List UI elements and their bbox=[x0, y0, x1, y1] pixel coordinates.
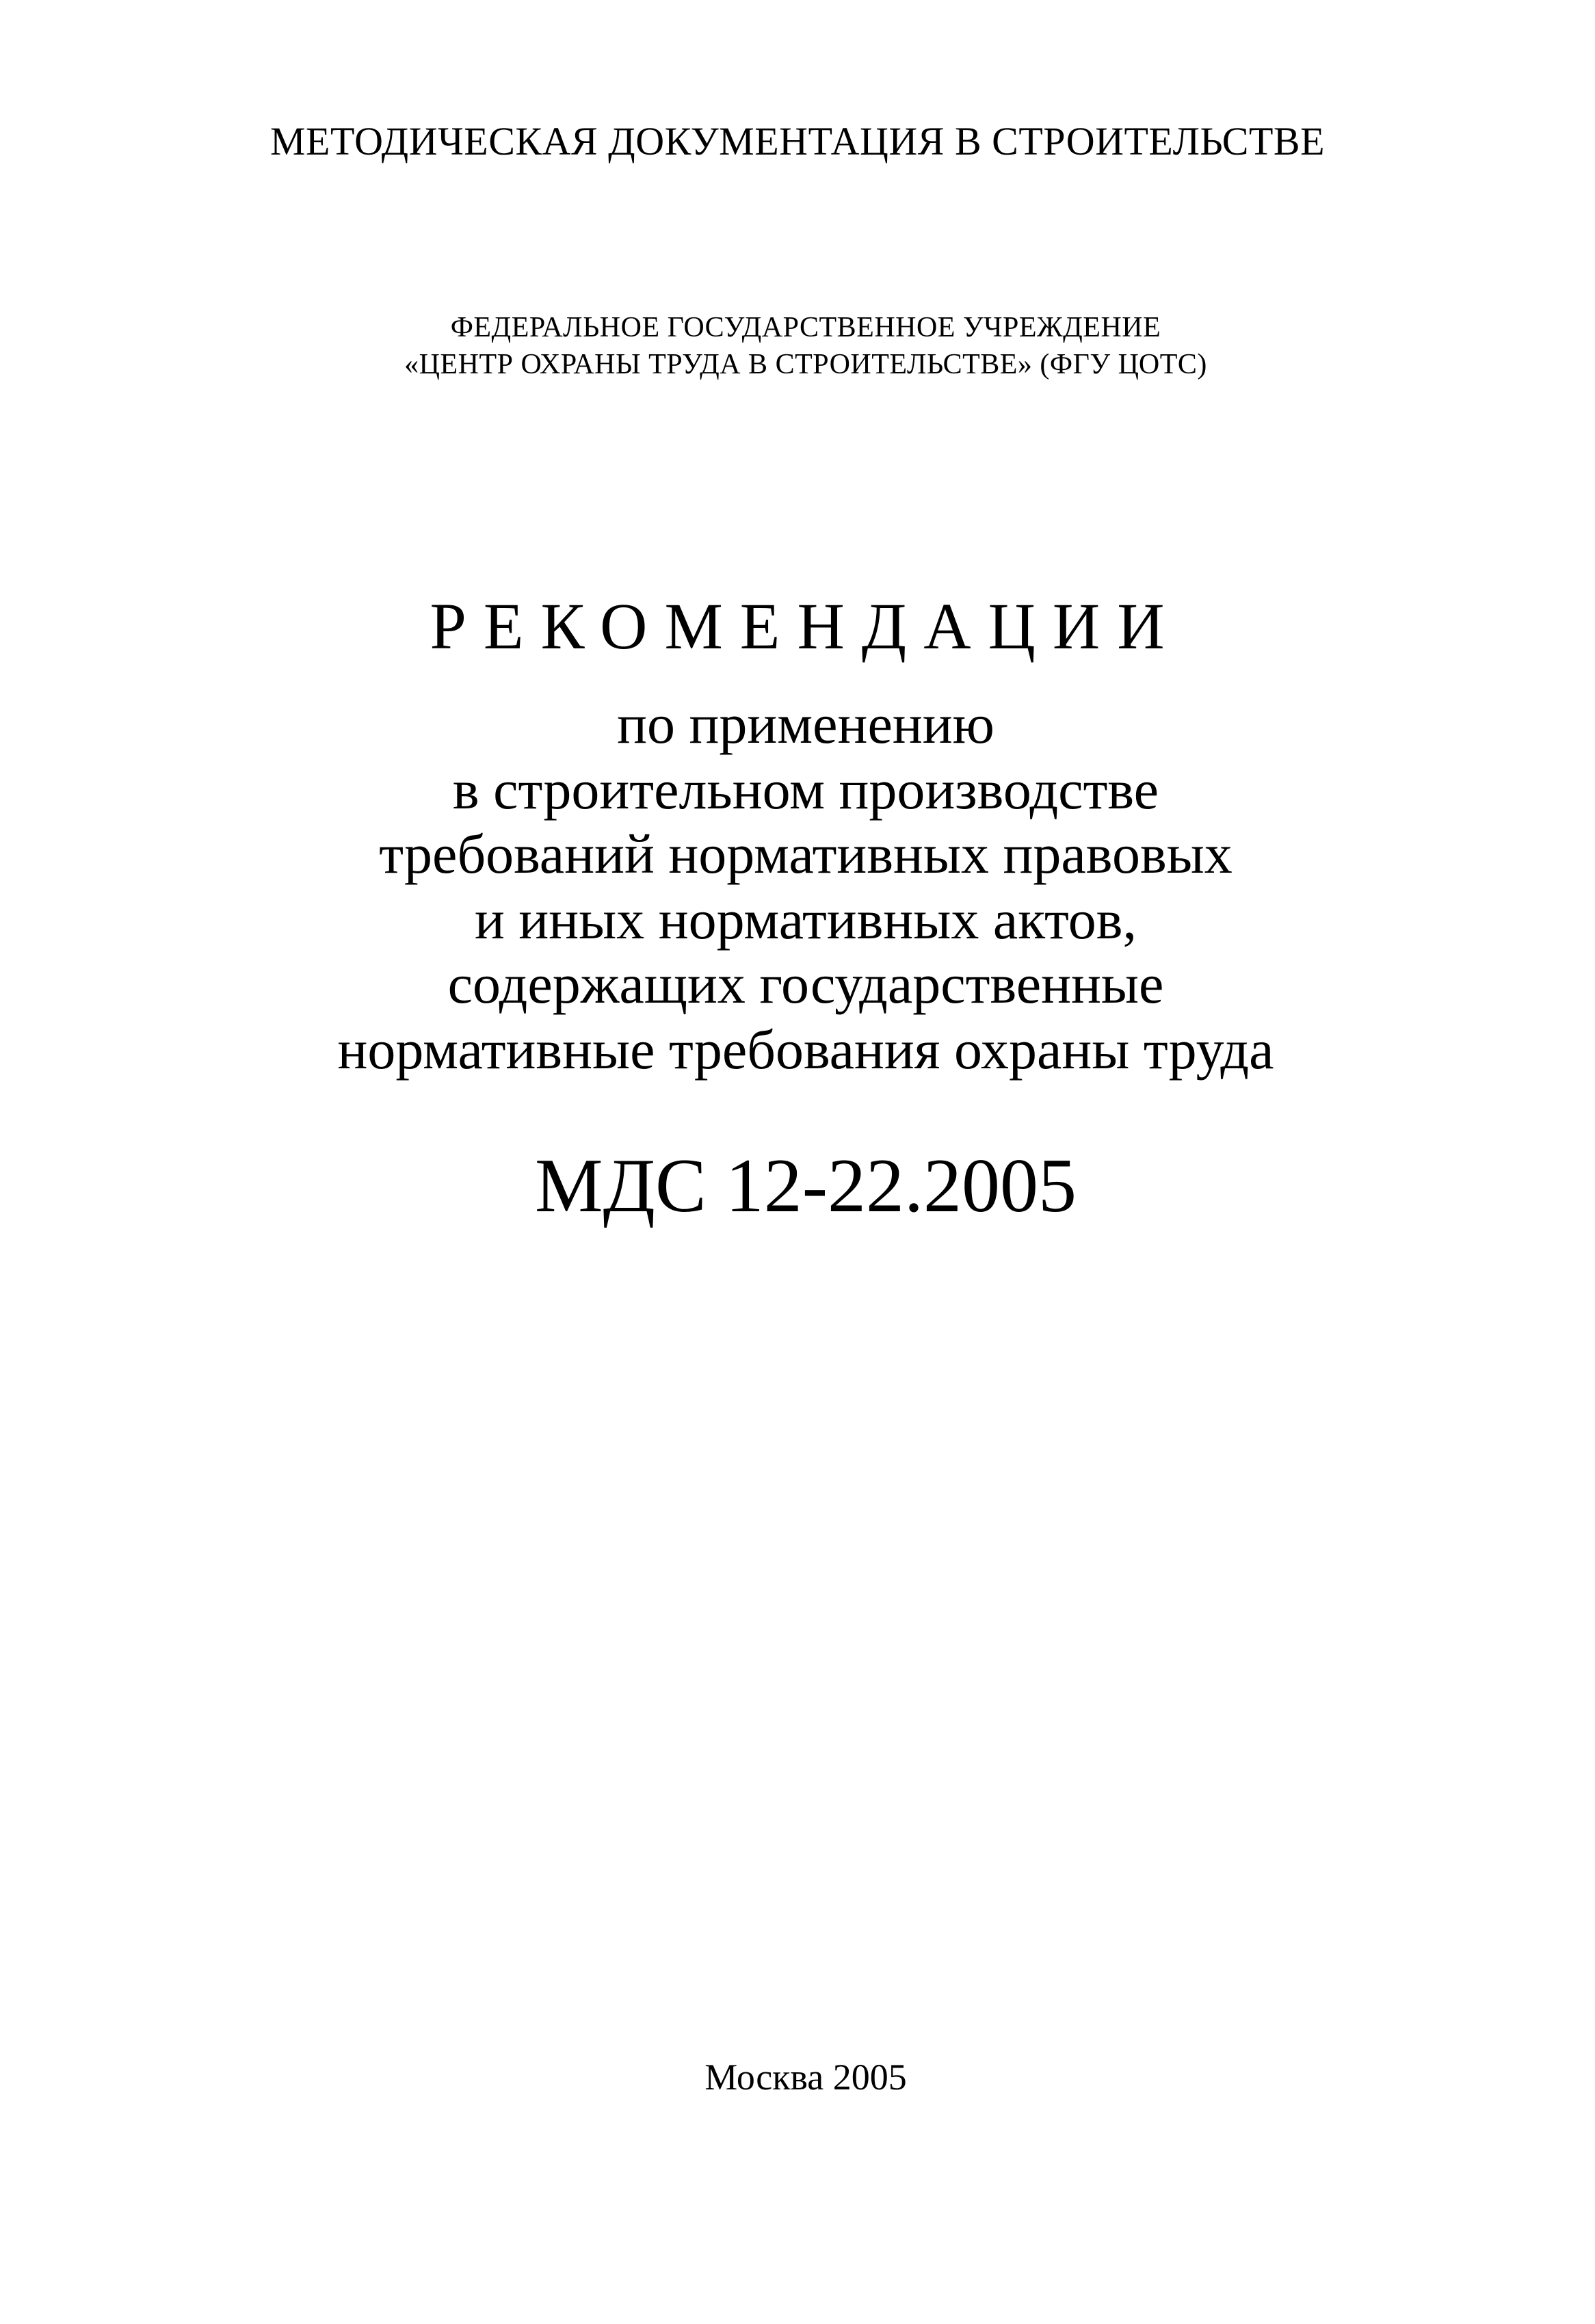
title-line-2: в строительном производстве bbox=[452, 758, 1159, 821]
organization-line-2: «ЦЕНТР ОХРАНЫ ТРУДА В СТРОИТЕЛЬСТВЕ» (ФГУ ЦОТС) bbox=[404, 349, 1207, 380]
title-line-4: и иных нормативных актов, bbox=[474, 888, 1137, 951]
document-code: МДС 12-22.2005 bbox=[535, 1144, 1077, 1228]
series-heading: МЕТОДИЧЕСКАЯ ДОКУМЕНТАЦИЯ В СТРОИТЕЛЬСТВЕ bbox=[269, 119, 1326, 163]
document-type-heading: РЕКОМЕНДАЦИИ bbox=[430, 590, 1182, 663]
title-line-5: содержащих государственные bbox=[447, 953, 1164, 1015]
title-line-6: нормативные требования охраны труда bbox=[337, 1018, 1274, 1081]
organization-line-1: ФЕДЕРАЛЬНОЕ ГОСУДАРСТВЕННОЕ УЧРЕЖДЕНИЕ bbox=[450, 312, 1161, 343]
title-line-1: по применению bbox=[617, 693, 994, 755]
place-and-year: Москва 2005 bbox=[704, 2057, 907, 2098]
title-line-3: требований нормативных правовых bbox=[379, 823, 1232, 885]
